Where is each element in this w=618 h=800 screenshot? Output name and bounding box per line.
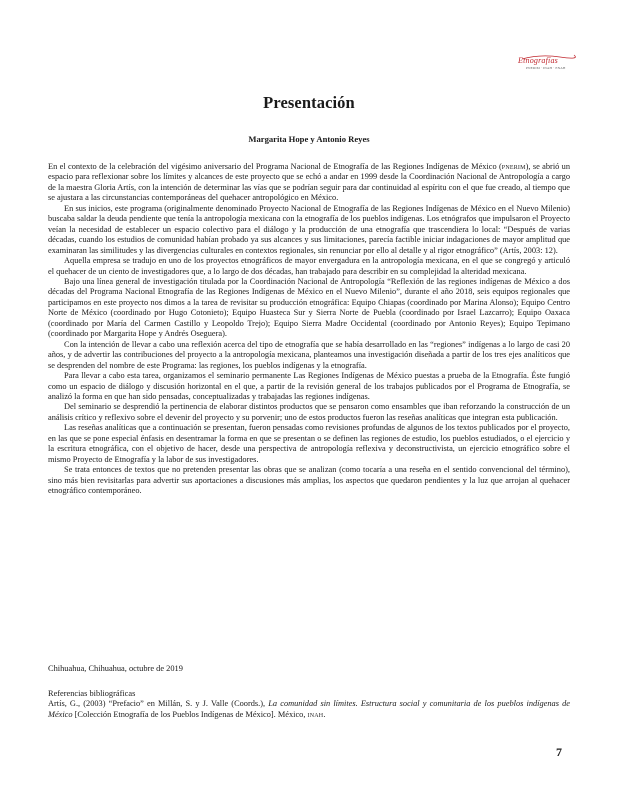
references-title: Referencias bibliográficas <box>48 689 136 698</box>
logo-subtitle: PNERIM · INAH · ENAH <box>526 66 566 70</box>
paragraph-6: Para llevar a cabo esta tarea, organizamos el seminario permanente Las Regiones Indígenas de México puestas a prueba de la Etnografía. Éste fungió como un espacio de diálogo y discusión horizontal en el que, a partir de la revisión general de los trabajos publicados por el Programa de Etnografía, se analizó la forma en que han sido pensadas, conceptualizadas y trabajadas las regiones indígenas. <box>48 371 570 401</box>
paragraph-1: En el contexto de la celebración del vigésimo aniversario del Programa Nacional de Etnografía de las Regiones Indígenas de México (pnerim), se abrió un espacio para reflexionar sobre los límites y alcances de este proyecto que se echó a andar en 1999 desde la Coordinación Nacional de Antropología a cargo de la maestra Gloria Artís, con la intención de determinar las vías que se podrían seguir para dar continuidad al espíritu con el que fue creado, al tiempo que se ajustara a las circunstancias contemporáneas del quehacer antropológico en México. <box>48 162 571 203</box>
references <box>48 689 570 720</box>
logo-wordmark: Etnografías <box>518 56 558 65</box>
paragraph-7: Del seminario se desprendió la pertinencia de elaborar distintos productos que se pensaron como ensambles que iban reforzando la construcción de un análisis crítico y reflexivo sobre el devenir del proyecto y su porvenir; uno de estos productos fueron las reseñas analíticas que integran esta publicación. <box>48 402 570 422</box>
paragraph-9: Se trata entonces de textos que no pretenden presentar las obras que se analizan (como tocaría a una reseña en el sentido convencional del término), sino más bien revisitarlas para advertir sus aportaciones a discusiones más amplias, los aspectos que quedaron pendientes y la luz que arrojan al quehacer etnográfico contemporáneo. <box>48 465 570 496</box>
acronym: pnerim <box>501 162 526 171</box>
dateline: Chihuahua, Chihuahua, octubre de 2019 <box>48 664 183 673</box>
body-text <box>48 162 570 497</box>
paragraph-4: Bajo una línea general de investigación titulada por la Coordinación Nacional de Antropología “Reflexión de las regiones indígenas de México a dos décadas del Programa Nacional Etnografía de las Regiones Indígenas de México en el Nuevo Milenio”, durante el año 2018, seis equipos regionales que participamos en este proyecto nos dimos a la tarea de revisitar su producción etnográfica: Equipo Chiapas (coordinado por Marina Alonso); Equipo Centro Norte de México (coordinado por Hugo Cotonieto); Equipo Huasteca Sur y Sierra Norte de Puebla (coordinado por Israel Lazcarro); Equipo Oaxaca (coordinado por María del Carmen Castillo y Leopoldo Trejo); Equipo Sierra Madre Occidental (coordinado por Antonio Reyes); Equipo Tepimano (coordinado por Margarita Hope y Andrés Oseguera). <box>48 276 570 339</box>
paragraph-2: En sus inicios, este programa (originalmente denominado Proyecto Nacional de Etnografía de las Regiones Indígenas de México en el Nuevo Milenio) buscaba saldar la deuda pendiente que tenía la antropología mexicana con la etnografía de los pueblos indígenas. Los etnógrafos que impulsaron el Proyecto veían la necesidad de establecer un espacio colectivo para el diálogo y la producción de una etnografía que trascendiera lo local: “Después de varias décadas, cuando los estudios de comunidad habían probado ya sus alcances y sus limitaciones, parecía factible iniciar indagaciones de mayor amplitud que examinaran las similitudes y las divergencias culturales en contextos regionales, sin renunciar por ello al detalle y al rigor etnográfico” (Artís, 2003: 12). <box>48 203 571 255</box>
page-number: 7 <box>556 745 562 759</box>
paragraph-8: Las reseñas analíticas que a continuación se presentan, fueron pensadas como revisiones profundas de algunos de los textos publicados por el proyecto, en las que se pone especial énfasis en desentramar la forma en que se presentan o se definen las regiones de estudio, los pueblos estudiados, o el ejercicio y la escritura etnográfica, con el objetivo de hacer, desde una perspectiva de antropología reflexiva y deconstructivista, un ejercicio etnográfico sobre el mismo Proyecto de Etnografía y la labor de sus investigadores. <box>48 423 570 464</box>
publisher-logo <box>518 56 578 72</box>
reference-entry: Artís, G., (2003) “Prefacio” en Millán, S. y J. Valle (Coords.), La comunidad sin límites. Estructura social y comunitaria de los pueblos indígenas de México [Colección Etnografía de los Pueblos Indígenas de México]. México, inah. <box>48 699 570 719</box>
authors: Margarita Hope y Antonio Reyes <box>248 134 370 144</box>
paragraph-5: Con la intención de llevar a cabo una reflexión acerca del tipo de etnografía que se había desarrollado en las “regiones” indígenas a lo largo de casi 20 años, y de advertir las contribuciones del proyecto a la antropología mexicana, planteamos una investigación diseñada a partir de los tres ejes analíticos que se desprenden del nombre de este Programa: las regiones, los pueblos indígenas y la etnografía. <box>48 339 570 370</box>
paragraph-3: Aquella empresa se tradujo en uno de los proyectos etnográficos de mayor envergadura en la antropología mexicana, en el que se congregó y articuló el quehacer de un ciento de investigadores que, a lo largo de dos décadas, han trabajado para describir en su complejidad la alteridad mexicana. <box>48 256 570 276</box>
page-title: Presentación <box>263 93 355 112</box>
